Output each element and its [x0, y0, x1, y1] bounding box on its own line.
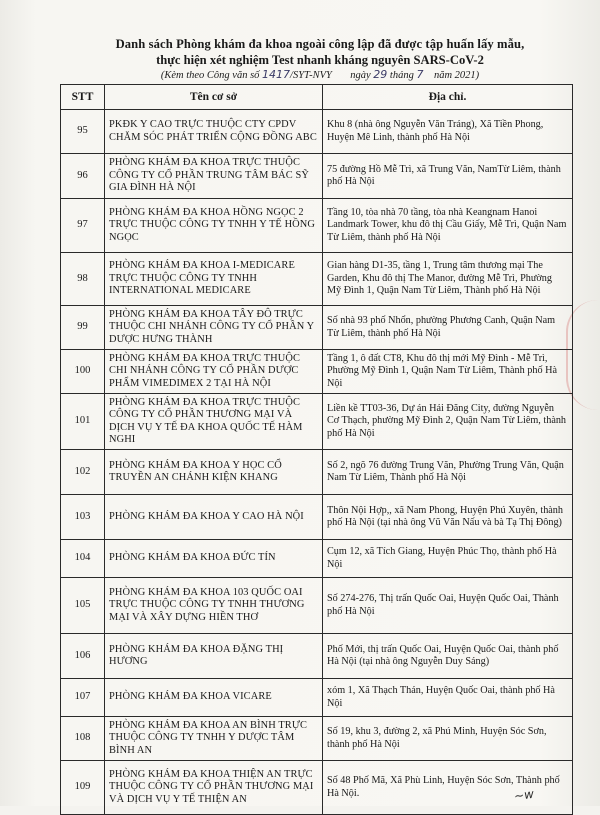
table-row [61, 199, 573, 253]
row-stt: 102 [61, 450, 105, 495]
row-stt: 99 [61, 306, 105, 350]
title-line-2: thực hiện xét nghiệm Test nhanh kháng nguyên SARS-CoV-2 [156, 53, 484, 67]
table-row [61, 306, 573, 350]
month: 7 [416, 68, 424, 81]
row-stt: 103 [61, 495, 105, 540]
table-row [61, 350, 573, 394]
row-name: PHÒNG KHÁM ĐA KHOA ĐẶNG THỊ HƯƠNG [105, 634, 323, 679]
row-address: Cụm 12, xã Tích Giang, Huyện Phúc Thọ, thành phố Hà Nội [323, 540, 573, 578]
day: 29 [373, 68, 388, 81]
row-address: Số nhà 93 phố Nhổn, phường Phương Canh, Quận Nam Từ Liêm, thành phố Hà Nội [323, 306, 573, 350]
table-row [61, 253, 573, 306]
row-address: Số 48 Phố Mã, Xã Phù Linh, Huyện Sóc Sơn, Thành phố Hà Nội. [323, 761, 573, 815]
clinic-table [60, 84, 573, 815]
row-stt: 95 [61, 110, 105, 154]
table-row [61, 679, 573, 717]
row-name: PHÒNG KHÁM ĐA KHOA TRỰC THUỘC CÔNG TY CỔ PHẦN THƯƠNG MẠI VÀ DỊCH VỤ Y TẾ ĐA KHOA QUỐC TẾ HÀM NGHI [105, 394, 323, 450]
row-stt: 100 [61, 350, 105, 394]
row-name: PHÒNG KHÁM ĐA KHOA THIỆN AN TRỰC THUỘC CÔNG TY CỔ PHẦN THƯƠNG MẠI VÀ DỊCH VỤ Y TẾ THIỆN AN [105, 761, 323, 815]
row-address: Gian hàng D1-35, tầng 1, Trung tâm thương mại The Garden, Khu đô thị The Manor, đường Mễ Trì, Phường Mỹ Đình 1, Quận Nam Từ Liêm, Thành phố Hà Nội [323, 253, 573, 306]
row-address: Tầng 10, tòa nhà 70 tầng, tòa nhà Keangnam Hanoi Landmark Tower, khu đô thị Cầu Giấy, Mễ Trì, Quận Nam Từ Liêm, thành phố Hà Nội [323, 199, 573, 253]
row-stt: 108 [61, 717, 105, 761]
row-name: PHÒNG KHÁM ĐA KHOA 103 QUỐC OAI TRỰC THUỘC CÔNG TY TNHH THƯƠNG MẠI VÀ XÂY DỰNG HIỀN THƠ [105, 578, 323, 634]
row-name: PHÒNG KHÁM ĐA KHOA HỒNG NGỌC 2 TRỰC THUỘC CÔNG TY TNHH Y TẾ HỒNG NGỌC [105, 199, 323, 253]
table-row [61, 450, 573, 495]
row-stt: 104 [61, 540, 105, 578]
row-stt: 109 [61, 761, 105, 815]
row-name: PHÒNG KHÁM ĐA KHOA VICARE [105, 679, 323, 717]
row-address: Thôn Nội Hợp,, xã Nam Phong, Huyện Phú Xuyên, thành phố Hà Nội (tại nhà ông Vũ Văn Nấu và bà Tạ Thị Đông) [323, 495, 573, 540]
table-row [61, 110, 573, 154]
row-name: PHÒNG KHÁM ĐA KHOA Y HỌC CỔ TRUYỀN AN CHÁNH KIỆN KHANG [105, 450, 323, 495]
table-header-row [61, 85, 573, 110]
subtitle [60, 68, 580, 83]
table-row [61, 578, 573, 634]
row-name: PHÒNG KHÁM ĐA KHOA TÂY ĐÔ TRỰC THUỘC CHI NHÁNH CÔNG TY CỔ PHẦN Y DƯỢC HƯNG THÀNH [105, 306, 323, 350]
table-row [61, 394, 573, 450]
title-line-1: Danh sách Phòng khám đa khoa ngoài công lập đã được tập huấn lấy mẫu, [115, 37, 525, 51]
row-stt: 107 [61, 679, 105, 717]
row-name: PHÒNG KHÁM ĐA KHOA I-MEDICARE TRỰC THUỘC CÔNG TY TNHH INTERNATIONAL MEDICARE [105, 253, 323, 306]
table-row [61, 154, 573, 199]
document-header [60, 36, 580, 83]
subtitle-thang: tháng [389, 70, 414, 81]
row-address: Khu 8 (nhà ông Nguyễn Văn Tráng), Xã Tiền Phong, Huyện Mê Linh, thành phố Hà Nội [323, 110, 573, 154]
table-row [61, 634, 573, 679]
row-address: Phố Mới, thị trấn Quốc Oai, Huyện Quốc Oai, thành phố Hà Nội (tại nhà ông Nguyễn Duy Sáng) [323, 634, 573, 679]
doc-number: 1417 [262, 68, 291, 81]
table-row [61, 540, 573, 578]
row-stt: 98 [61, 253, 105, 306]
row-stt: 105 [61, 578, 105, 634]
row-address: Liền kề TT03-36, Dự án Hải Đăng City, đường Nguyễn Cơ Thạch, phường Mỹ Đình 2, Quận Nam Từ Liêm, thành phố Hà Nội [323, 394, 573, 450]
table-row [61, 761, 573, 815]
row-name: PHÒNG KHÁM ĐA KHOA TRỰC THUỘC CHI NHÁNH CÔNG TY CỔ PHẦN DƯỢC PHẨM VIMEDIMEX 2 TẠI HÀ NỘI [105, 350, 323, 394]
row-name: PHÒNG KHÁM ĐA KHOA ĐỨC TÍN [105, 540, 323, 578]
row-stt: 101 [61, 394, 105, 450]
row-name: PHÒNG KHÁM ĐA KHOA Y CAO HÀ NỘI [105, 495, 323, 540]
row-stt: 106 [61, 634, 105, 679]
table-row [61, 495, 573, 540]
row-name: PHÒNG KHÁM ĐA KHOA AN BÌNH TRỰC THUỘC CÔNG TY TNHH Y DƯỢC TÂM BÌNH AN [105, 717, 323, 761]
table-row [61, 717, 573, 761]
row-address: Số 2, ngõ 76 đường Trung Văn, Phường Trung Văn, Quận Nam Từ Liêm, Thành phố Hà Nội [323, 450, 573, 495]
row-address: 75 đường Hồ Mễ Trì, xã Trung Văn, NamTừ Liêm, thành phố Hà Nội [323, 154, 573, 199]
handwritten-initials: ~w [513, 786, 535, 804]
row-stt: 96 [61, 154, 105, 199]
subtitle-year: năm 2021) [433, 70, 480, 81]
column-header-name: Tên cơ sở [105, 85, 323, 110]
row-address: xóm 1, Xã Thạch Thán, Huyện Quốc Oai, thành phố Hà Nội [323, 679, 573, 717]
subtitle-mid: /SYT-NVY [290, 70, 332, 81]
subtitle-ngay: ngày [350, 70, 371, 81]
row-name: PHÒNG KHÁM ĐA KHOA TRỰC THUỘC CÔNG TY CỔ PHẦN TRUNG TÂM BÁC SỸ GIA ĐÌNH HÀ NỘI [105, 154, 323, 199]
row-address: Số 274-276, Thị trấn Quốc Oai, Huyện Quốc Oai, Thành phố Hà Nội [323, 578, 573, 634]
row-name: PKĐK Y CAO TRỰC THUỘC CTY CPDV CHĂM SÓC PHÁT TRIỂN CỘNG ĐỒNG ABC [105, 110, 323, 154]
subtitle-prefix: (Kèm theo Công văn số [160, 70, 260, 81]
row-address: Số 19, khu 3, đường 2, xã Phú Minh, Huyện Sóc Sơn, thành phố Hà Nội [323, 717, 573, 761]
row-stt: 97 [61, 199, 105, 253]
column-header-address: Địa chỉ. [323, 85, 573, 110]
column-header-stt: STT [61, 85, 105, 110]
row-address: Tầng 1, ô đất CT8, Khu đô thị mới Mỹ Đình - Mễ Trì, Phường Mỹ Đình 1, Quận Nam Từ Liêm, Thành phố Hà Nội [323, 350, 573, 394]
